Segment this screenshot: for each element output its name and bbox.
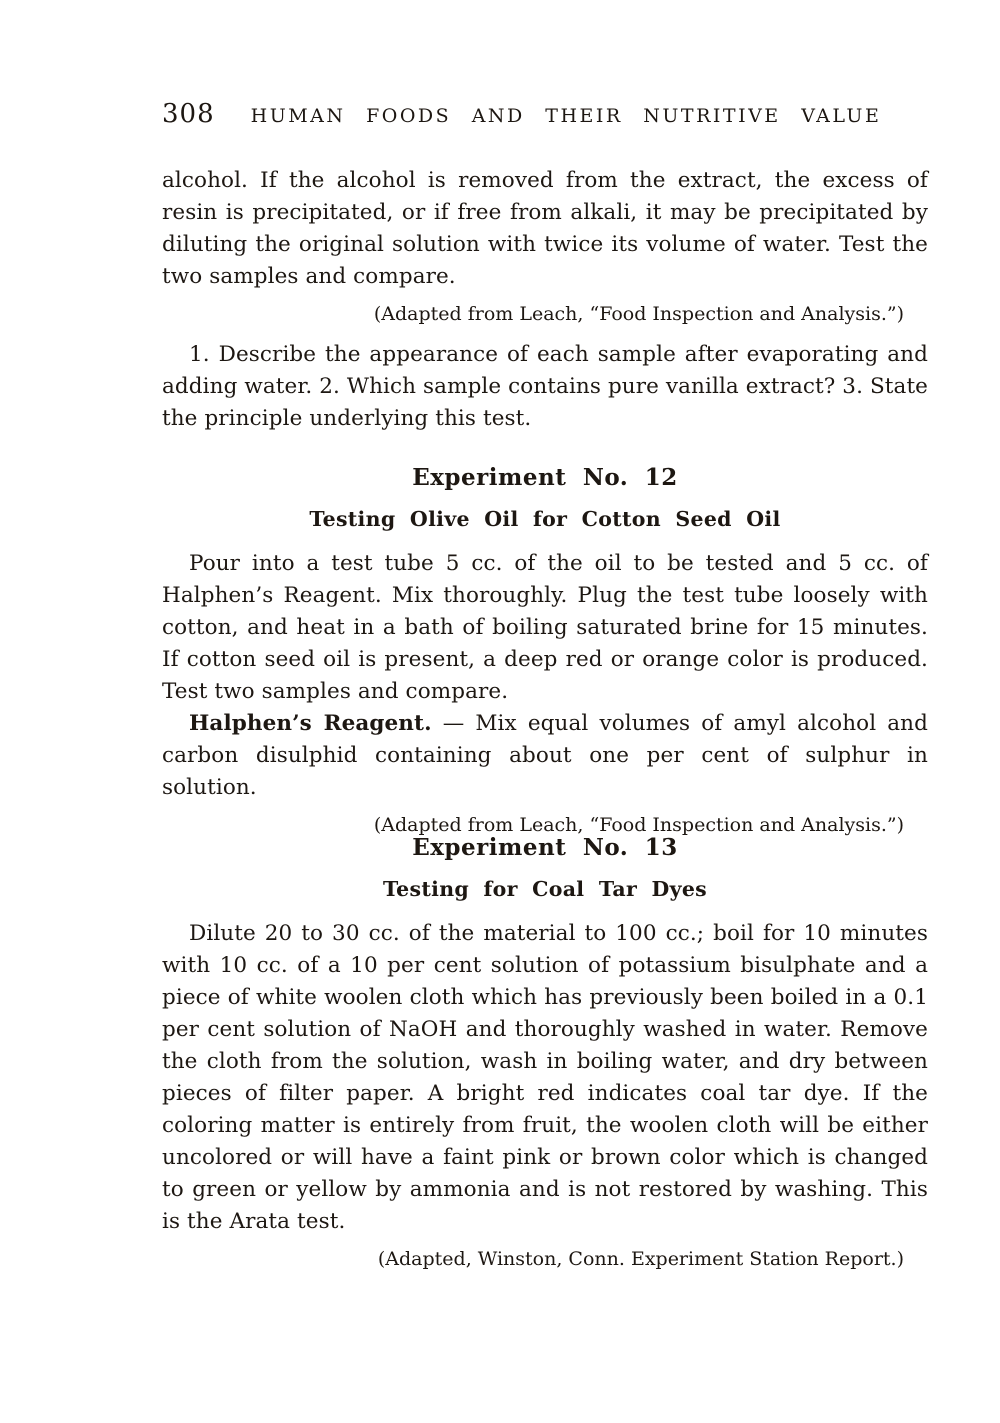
experiment-12-reagent-paragraph <box>162 708 928 804</box>
experiment-13-body: Dilute 20 to 30 cc. of the material to 100 cc.; boil for 10 minutes with 10 cc. of a 10 per cent solution of potassium bisulphate and a piece of white woolen cloth which has previously been boiled in a 0.1 per cent solution of NaOH and thoroughly washed in water. Remove the cloth from the solution, wash in boiling water, and dry between pieces of filter paper. A bright red indicates coal tar dye. If the coloring matter is entirely from fruit, the woolen cloth will be either uncolored or will have a faint pink or brown color which is changed to green or yellow by ammonia and is not restored by washing. This is the Arata test. <box>162 921 928 1234</box>
intro-attribution: (Adapted from Leach, “Food Inspection and Analysis.”) <box>373 303 904 325</box>
experiment-13-title: Experiment No. 13 <box>412 834 678 861</box>
experiment-12-title: Experiment No. 12 <box>412 464 678 491</box>
experiment-12-section <box>162 464 928 838</box>
experiment-12-body: Pour into a test tube 5 cc. of the oil to be tested and 5 cc. of Halphen’s Reagent. Mix thoroughly. Plug the test tube loosely with cotton, and heat in a bath of boiling saturated brine for 15 minutes. If cotton seed oil is present, a deep red or orange color is produced. Test two samples and compare. <box>162 551 928 704</box>
intro-section <box>162 165 928 435</box>
running-header <box>162 99 952 129</box>
experiment-13-section <box>162 834 928 1272</box>
experiment-12-subtitle: Testing Olive Oil for Cotton Seed Oil <box>309 507 781 531</box>
questions-paragraph: 1. Describe the appearance of each sample after evaporating and adding water. 2. Which sample contains pure vanilla extract? 3. State the principle underlying this test. <box>162 342 929 431</box>
intro-paragraph: alcohol. If the alcohol is removed from the extract, the excess of resin is precipitated, or if free from alkali, it may be precipitated by diluting the original solution with twice its volume of water. Test the two samples and compare. <box>162 168 928 289</box>
page-number: 308 <box>162 99 215 129</box>
experiment-13-subtitle: Testing for Coal Tar Dyes <box>382 877 708 901</box>
experiment-12-attribution: (Adapted from Leach, “Food Inspection and Analysis.”) <box>373 814 904 836</box>
experiment-13-attribution: (Adapted, Winston, Conn. Experiment Station Report.) <box>377 1248 904 1270</box>
reagent-label: Halphen’s Reagent. <box>189 711 432 736</box>
running-title: HUMAN FOODS AND THEIR NUTRITIVE VALUE <box>250 105 882 127</box>
reagent-text: — Mix equal volumes of amyl alcohol and carbon disulphid containing about one per cent of sulphur in solution. <box>162 711 928 800</box>
